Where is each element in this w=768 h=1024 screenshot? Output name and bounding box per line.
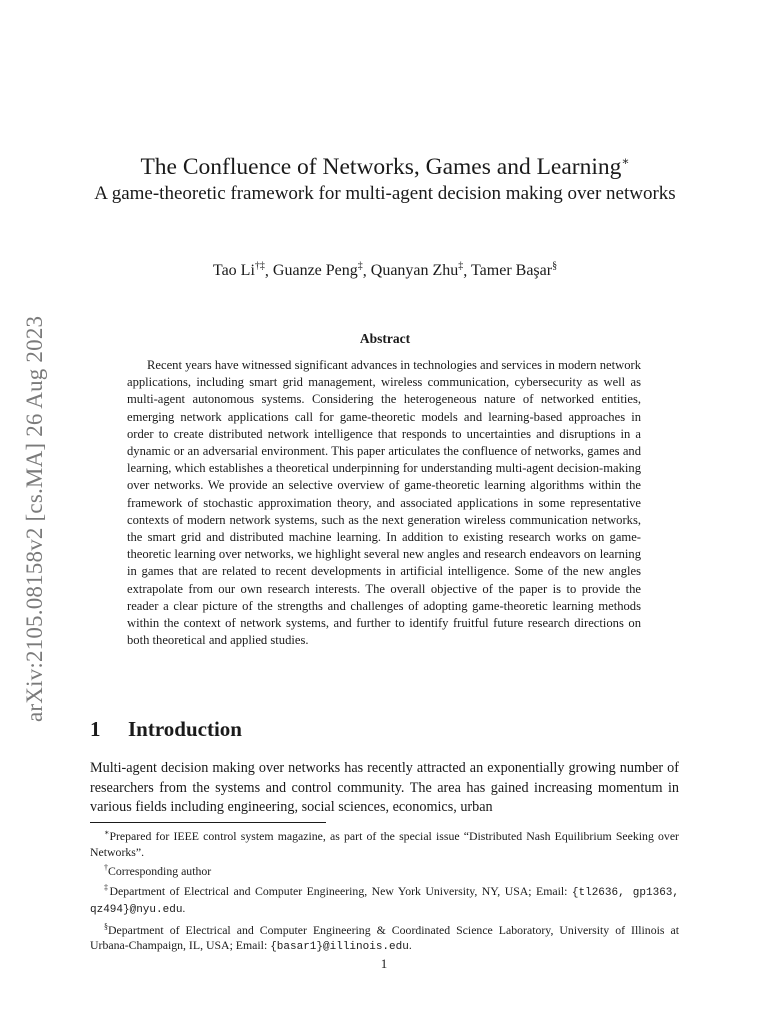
arxiv-identifier-sidebar [22, 262, 50, 722]
footnotes [90, 825, 679, 956]
author [213, 262, 265, 279]
author-affiliation-mark: § [552, 261, 558, 272]
footnote [90, 825, 679, 860]
introduction-paragraph: Multi-agent decision making over networks has recently attracted an exponentially growing number of researchers from the systems and control community. The area has gained increasing momentum in various fields including engineering, social sciences, economics, urban [90, 760, 679, 816]
footnote-mark: † [104, 863, 108, 873]
paper-title [90, 146, 680, 182]
footnote [90, 919, 679, 956]
author [371, 262, 464, 279]
author-name: Tao Li [212, 262, 255, 280]
footnote-tail: . [182, 901, 186, 916]
email-link[interactable]: {basar1}@illinois.edu [270, 941, 409, 954]
author-affiliation-mark: ‡ [357, 261, 363, 272]
footnote-tail: . [408, 938, 412, 953]
author [273, 262, 363, 279]
page-number: 1 [380, 956, 388, 971]
paper-subtitle: A game-theoretic framework for multi-agent decision making over networks [94, 183, 676, 204]
footnote-rule [90, 822, 326, 823]
arxiv-identifier-text: arXiv:2105.08158v2 [cs.MA] 26 Aug 2023 [22, 315, 47, 722]
footnote [90, 880, 679, 919]
author-name: Tamer Başar [471, 262, 553, 280]
email-link[interactable]: {tl2636, gp1363, qz494}@nyu.edu [90, 886, 679, 917]
footnote-text: Corresponding author [108, 864, 212, 879]
footnote [90, 860, 679, 880]
author-name: Guanze Peng [272, 262, 358, 280]
author-affiliation-mark: †‡ [254, 261, 265, 272]
footnote-text: Department of Electrical and Computer Engineering & Coordinated Science Laboratory, University of Illinois at Urbana-Champaign, IL, USA; Email: [90, 922, 679, 953]
author [471, 262, 557, 279]
abstract-text: Recent years have witnessed significant advances in technologies and services in modern network applications, including smart grid management, wireless communication, cybersecurity as well as multi-agent autonomous systems. Considering the heterogeneous nature of networked entities, emerging network applications call for game-theoretic models and learning-based approaches in order to create distributed network intelligence that responds to uncertainties and disruptions in a dynamic or an adversarial environment. This paper articulates the confluence of networks, games and learning, which establishes a theoretical underpinning for understanding multi-agent decision-making over networks. We provide an selective overview of game-theoretic learning algorithms within the framework of stochastic approximation theory, and associated applications in some representative contexts of modern network systems, such as the next generation wireless communication networks, the smart grid and distributed machine learning. In addition to existing research works on game-theoretic learning over networks, we highlight several new angles and research endeavors on learning in games that are related to recent developments in artificial intelligence. Some of the new angles extrapolate from our own research interests. The overall objective of the paper is to provide the reader a clear picture of the strengths and challenges of adopting game-theoretic learning methods within the context of network systems, and further to identify fruitful future research directions on both theoretical and applied studies. [127, 358, 641, 648]
section-heading [90, 717, 242, 742]
footnote-text: Prepared for IEEE control system magazine, as part of the special issue “Distributed Nash Equilibrium Seeking over Networks”. [90, 828, 679, 859]
author-name: Quanyan Zhu [370, 262, 459, 280]
footnote-mark: § [104, 921, 108, 931]
abstract-heading: Abstract [359, 331, 411, 346]
section-number: 1 [90, 717, 101, 741]
footnote-text: Department of Electrical and Computer Engineering, New York University, NY, USA; Email: [109, 883, 572, 898]
footnote-mark: ∗ [104, 828, 110, 837]
title-footnote-mark: ∗ [621, 154, 630, 168]
author-list: Tao Li†‡, Guanze Peng‡, Quanyan Zhu‡, Tamer Başar§ [212, 261, 558, 280]
author-affiliation-mark: ‡ [458, 261, 464, 272]
section-title: Introduction [128, 717, 242, 741]
footnote-mark: ‡ [104, 882, 110, 892]
paper-title-text: The Confluence of Networks, Games and Learning [140, 153, 622, 180]
